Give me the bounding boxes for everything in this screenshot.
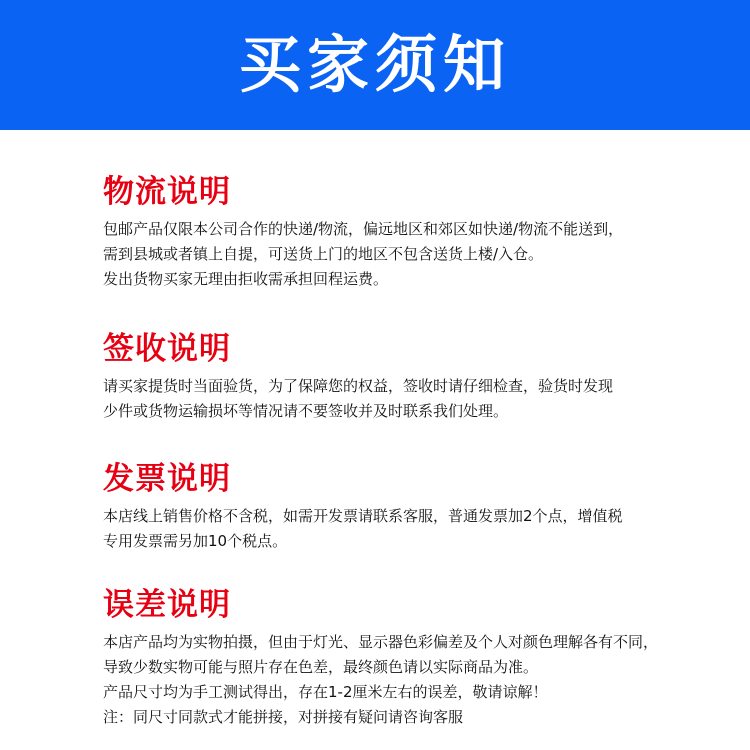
logistics-line-3: 发出货物买家无理由拒收需承担回程运费。 bbox=[103, 270, 389, 288]
deviation-line-4: 注：同尺寸同款式才能拼接，对拼接有疑问请咨询客服 bbox=[103, 708, 464, 726]
logistics-line-1: 包邮产品仅限本公司合作的快递/物流，偏远地区和郊区如快递/物流不能送到， bbox=[103, 220, 624, 238]
header-banner bbox=[0, 0, 750, 130]
invoice-line-1: 本店线上销售价格不含税，如需开发票请联系客服，普通发票加2个点，增值税 bbox=[103, 507, 623, 525]
receipt-title: 签收说明 bbox=[103, 331, 231, 367]
logistics-section bbox=[103, 168, 623, 292]
invoice-section bbox=[103, 455, 623, 554]
receipt-line-1: 请买家提货时当面验货，为了保障您的权益，签收时请仔细检查，验货时发现 bbox=[103, 377, 614, 395]
invoice-line-2: 专用发票需另加10个税点。 bbox=[103, 532, 288, 550]
deviation-title: 误差说明 bbox=[103, 587, 231, 623]
invoice-title: 发票说明 bbox=[103, 461, 231, 497]
deviation-line-2: 导致少数实物可能与照片存在色差，最终颜色请以实际商品为准。 bbox=[103, 658, 539, 676]
receipt-line-2: 少件或货物运输损坏等情况请不要签收并及时联系我们处理。 bbox=[103, 402, 509, 420]
logistics-line-2: 需到县城或者镇上自提，可送货上门的地区不包含送货上楼/入仓。 bbox=[103, 245, 544, 263]
receipt-body bbox=[103, 374, 613, 424]
page-title: 买家须知 bbox=[238, 28, 511, 101]
logistics-body bbox=[103, 217, 623, 292]
deviation-section bbox=[103, 581, 658, 730]
deviation-body bbox=[103, 630, 658, 730]
invoice-body bbox=[103, 504, 623, 554]
deviation-line-1: 本店产品均为实物拍摄，但由于灯光、显示器色彩偏差及个人对颜色理解各有不同， bbox=[103, 633, 659, 651]
receipt-section bbox=[103, 325, 613, 424]
deviation-line-3: 产品尺寸均为手工测试得出，存在1-2厘米左右的误差，敬请谅解！ bbox=[103, 683, 548, 701]
logistics-title: 物流说明 bbox=[103, 174, 231, 210]
